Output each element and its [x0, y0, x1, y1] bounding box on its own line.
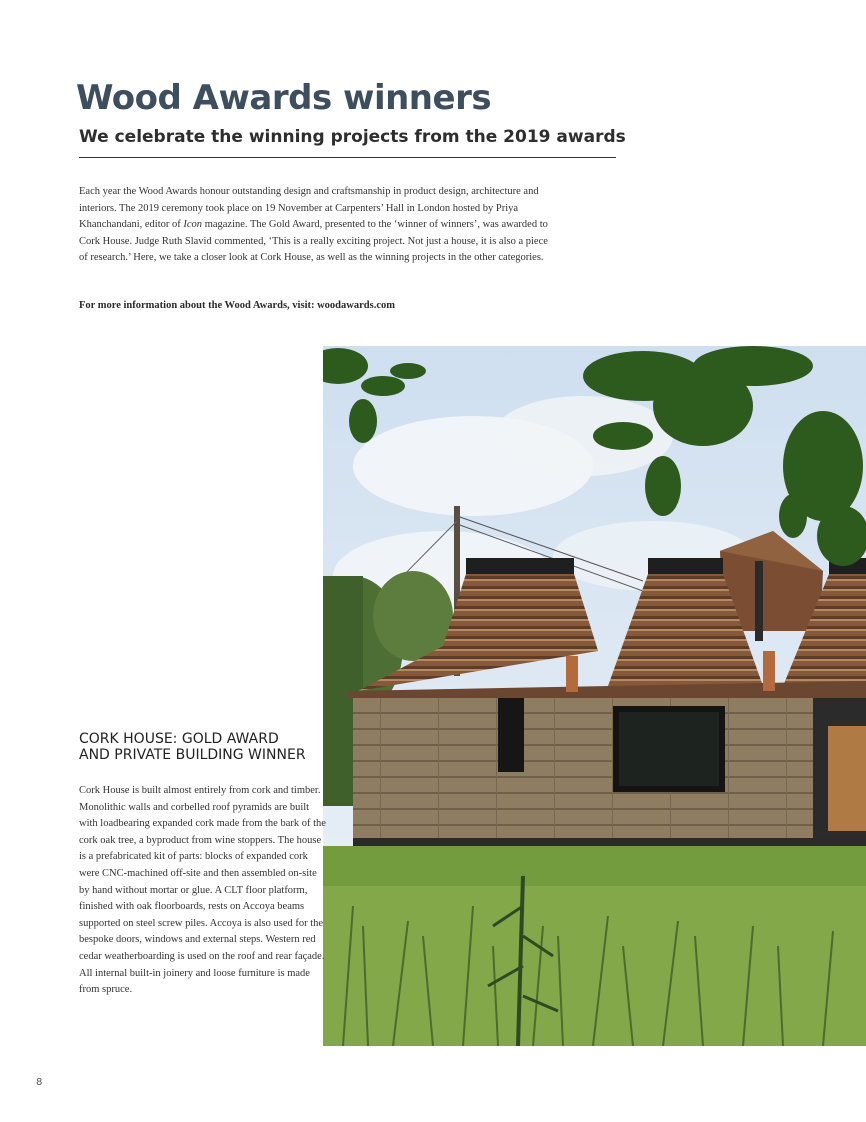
- section-heading: CORK HOUSE: GOLD AWARD AND PRIVATE BUILDING WINNER: [79, 731, 306, 763]
- page-title: Wood Awards winners: [76, 78, 492, 118]
- cork-house-photo: [323, 346, 866, 1046]
- more-info-link[interactable]: For more information about the Wood Awards, visit: woodawards.com: [79, 300, 395, 311]
- intro-paragraph: [79, 184, 549, 267]
- cork-house-illustration: [323, 346, 866, 1046]
- section-body: Cork House is built almost entirely from cork and timber. Monolithic walls and corbelled roof pyramids are built with loadbearing expanded cork made from the bark of the cork oak tree, a byproduct from wine stoppers. The house is a prefabricated kit of parts: blocks of expanded cork were CNC-machined off-site and then assembled on-site by hand without mortar or glue. A CLT floor platform, finished with oak floorboards, rests on Accoya beams supported on steel screw piles. Accoya is also used for the bespoke doors, windows and external steps. Western red cedar weatherboarding is used on the roof and rear façade. All internal built-in joinery and loose furniture is made from spruce.: [79, 785, 326, 996]
- intro-text-2: magazine. The Gold Award, presented to the ‘winner of winners’, was awarded to Cork House. Judge Ruth Slavid commented, ‘This is a really exciting project. Not just a house, it is also a piece of research.’ Here, we take a closer look at Cork House, as well as the winning projects in the other categories.: [79, 219, 548, 263]
- page-number: 8: [36, 1077, 43, 1088]
- intro-italic-magazine: Icon: [183, 219, 203, 230]
- title-divider: [79, 157, 616, 158]
- intro-text-1: Each year the Wood Awards honour outstanding design and craftsmanship in product design, architecture and interiors. The 2019 ceremony took place on 19 November at Carpenters’ Hall in London hosted by Priya Khanchandani, editor of: [79, 186, 539, 230]
- page-subtitle: We celebrate the winning projects from the 2019 awards: [79, 127, 626, 147]
